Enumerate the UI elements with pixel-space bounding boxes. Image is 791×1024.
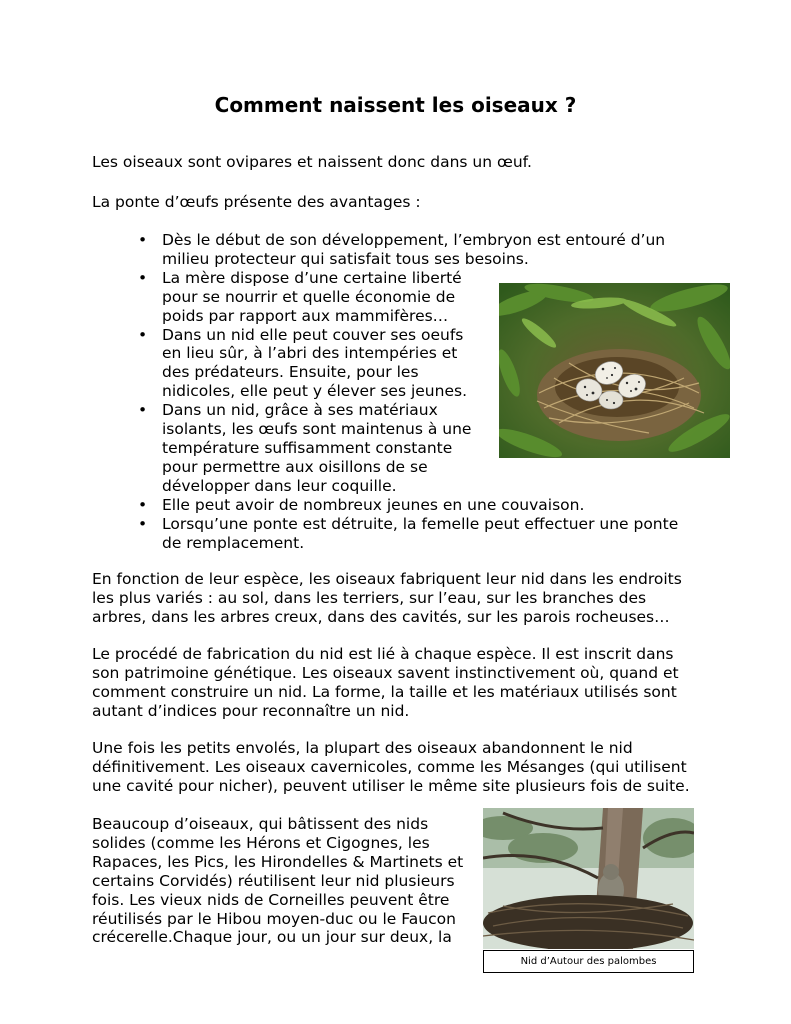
paragraph-line: Une fois les petits envolés, la plupart des oiseaux abandonnent le nid <box>92 739 633 757</box>
paragraph-nest-construction <box>92 645 679 721</box>
paragraph-line: son patrimoine génétique. Les oiseaux savent instinctivement où, quand et <box>92 663 679 682</box>
advantage-line: Elle peut avoir de nombreux jeunes en une couvaison. <box>162 495 585 514</box>
advantage-line: Dans un nid elle peut couver ses oeufs <box>162 325 464 344</box>
paragraph-line: crécerelle.Chaque jour, ou un jour sur deux, la <box>92 928 452 947</box>
paragraph-nest-locations <box>92 570 682 627</box>
advantage-line: température suffisamment constante <box>162 438 453 457</box>
paragraph-nest-abandonment <box>92 739 690 796</box>
paragraph-line: Beaucoup d’oiseaux, qui bâtissent des nids <box>92 815 429 833</box>
paragraph-line: fois. Les vieux nids de Corneilles peuvent être <box>92 890 450 909</box>
advantage-item <box>138 515 678 553</box>
advantage-line: isolants, les œufs sont maintenus à une <box>162 420 472 439</box>
advantage-item <box>138 231 678 269</box>
advantage-line: en lieu sûr, à l’abri des intempéries et <box>162 344 458 363</box>
advantage-line: milieu protecteur qui satisfait tous ses besoins. <box>162 249 529 268</box>
advantage-line: pour se nourrir et quelle économie de <box>162 287 456 306</box>
page-title: Comment naissent les oiseaux ? <box>214 93 577 117</box>
photo-caption: Nid d’Autour des palombes <box>483 950 694 973</box>
paragraph-line: autant d’indices pour reconnaître un nid. <box>92 701 410 720</box>
paragraph-line: En fonction de leur espèce, les oiseaux fabriquent leur nid dans les endroits <box>92 570 682 588</box>
paragraph-line: les plus variés : au sol, dans les terriers, sur l’eau, sur les branches des <box>92 588 647 607</box>
advantage-line: nidicoles, elle peut y élever ses jeunes. <box>162 382 467 401</box>
advantage-line: pour permettre aux oisillons de se <box>162 457 428 476</box>
intro-paragraph-2: La ponte d’œufs présente des avantages : <box>92 193 421 211</box>
paragraph-line: arbres, dans les arbres creux, dans des cavités, sur les parois rocheuses… <box>92 607 670 626</box>
advantage-line: développer dans leur coquille. <box>162 476 397 495</box>
paragraph-line: solides (comme les Hérons et Cigognes, les <box>92 833 430 852</box>
goshawk-nest-photo <box>483 808 694 949</box>
advantage-line: Dès le début de son développement, l’embryon est entouré d’un <box>162 231 666 249</box>
paragraph-line: Le procédé de fabrication du nid est lié à chaque espèce. Il est inscrit dans <box>92 645 674 663</box>
advantage-line: Lorsqu’une ponte est détruite, la femelle peut effectuer une ponte <box>162 514 679 533</box>
paragraph-line: définitivement. Les oiseaux cavernicoles, comme les Mésanges (qui utilisent <box>92 757 687 776</box>
intro-paragraph-1: Les oiseaux sont ovipares et naissent donc dans un œuf. <box>92 153 532 171</box>
paragraph-line: Rapaces, les Pics, les Hirondelles & Martinets et <box>92 852 464 871</box>
advantage-line: de remplacement. <box>162 533 305 552</box>
advantage-line: poids par rapport aux mammifères… <box>162 306 449 325</box>
paragraph-nest-reuse <box>92 815 463 947</box>
advantage-line: La mère dispose d’une certaine liberté <box>162 268 462 287</box>
paragraph-line: certains Corvidés) réutilisent leur nid plusieurs <box>92 871 455 890</box>
nest-with-eggs-photo <box>499 283 730 458</box>
paragraph-line: réutilisés par le Hibou moyen-duc ou le Faucon <box>92 909 456 928</box>
advantage-line: des prédateurs. Ensuite, pour les <box>162 363 419 382</box>
advantage-line: Dans un nid, grâce à ses matériaux <box>162 401 438 420</box>
advantage-item <box>138 496 678 515</box>
paragraph-line: comment construire un nid. La forme, la taille et les matériaux utilisés sont <box>92 682 677 701</box>
paragraph-line: une cavité pour nicher), peuvent utiliser le même site plusieurs fois de suite. <box>92 776 690 795</box>
